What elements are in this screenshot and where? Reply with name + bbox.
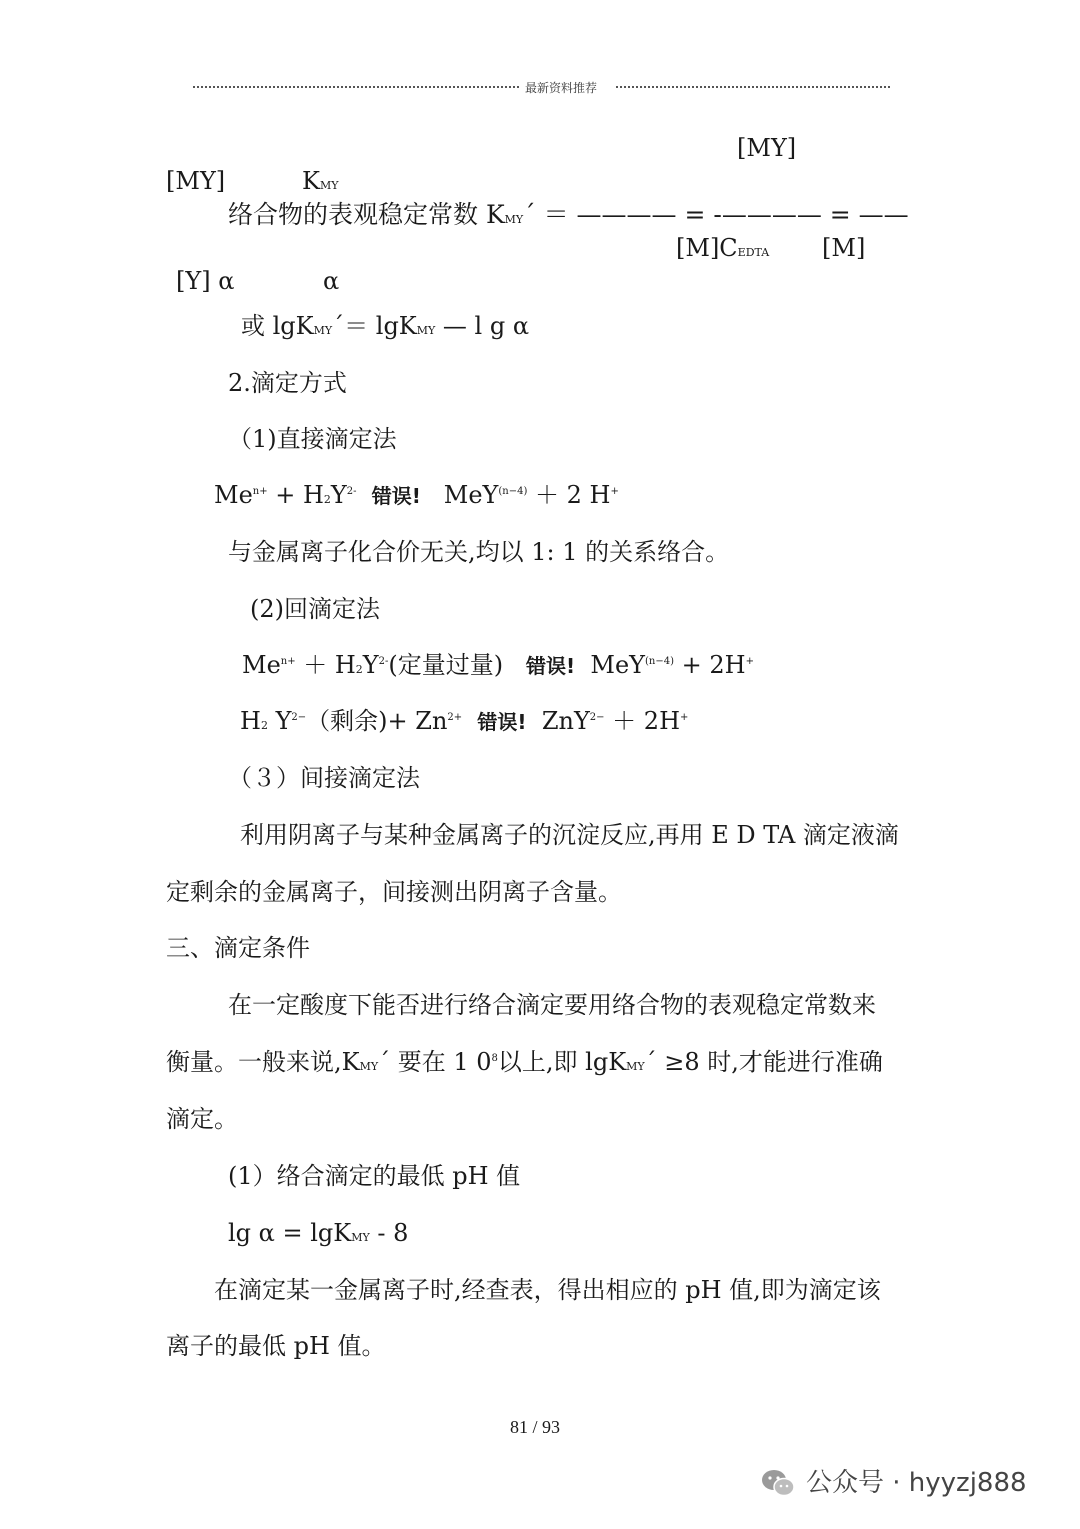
min-ph-equation: lg α = lgKMY - 8 [228,1219,409,1247]
formula-denominator-m: [M] [822,234,866,262]
wechat-icon [760,1468,796,1498]
back-titration-reaction-2: H2 $Y^{2-}$（剩余)+ $Zn^{2+}$ 错误! ZnY$^{2-}$ ＋ 2H+ [240,707,689,735]
error-marker: 错误! [371,484,421,508]
direct-titration-note: 与金属离子化合价无关,均以 1: 1 的关系络合。 [228,538,730,566]
indirect-paragraph-line-1: 利用阴离子与某种金属离子的沉淀反应,再用 E D TA 滴定液滴 [240,821,899,849]
direct-titration-reaction: $Me^{n+} + H2Y^{2-}$ 错误! MeY$^{(n-4)}$ ＋ 2 H+ [214,481,619,509]
header-rule-right [616,86,890,88]
section-3-paragraph-line-3: 滴定。 [166,1105,238,1133]
formula-k-top: KMY [302,167,339,195]
header-title: 最新资料推荐 [525,81,598,95]
formula-numerator-left: [MY] [166,167,226,195]
back-titration-title: (2)回滴定法 [250,595,380,623]
formula-denominator-alpha: α [323,267,340,295]
watermark-text: 公众号 · hyyzj888 [806,1468,1027,1498]
min-ph-paragraph-line-1: 在滴定某一金属离子时,经查表，得出相应的 pH 值,即为滴定该 [214,1276,881,1304]
back-titration-reaction-1: $Me^{n+} + H2Y^{2-}$(定量过量) 错误! MeY$^{(n-4)}$ + 2H+ [242,651,754,679]
section-2-title: 2.滴定方式 [228,369,347,397]
formula-denominator-mc: [M]CEDTA [676,234,770,262]
header-rule-left [193,86,519,88]
direct-titration-title: （1)直接滴定法 [228,425,397,453]
min-ph-title: (1）络合滴定的最低 pH 值 [228,1162,521,1190]
error-marker: 错误! [477,710,527,734]
formula-denominator-y: [Y] α [176,267,235,295]
section-3-paragraph-line-2: 衡量。一般来说,KMY´ 要在 1 $0^8$以上,即 lgKMY´ ≥8 时,才能进行准确 [166,1048,883,1076]
section-3-title: 三、滴定条件 [166,934,310,962]
min-ph-paragraph-line-2: 离子的最低 pH 值。 [166,1332,386,1360]
page-number: 81 / 93 [510,1417,561,1437]
formula-lg-line: 或 lgKMY´＝ lgKMY — l g α [241,312,530,340]
indirect-paragraph-line-2: 定剩余的金属离子，间接测出阴离子含量。 [166,878,622,906]
formula-numerator-right: [MY] [737,134,797,162]
indirect-titration-title: （３）间接滴定法 [228,764,420,792]
formula-main-line: 络合物的表观稳定常数 KMY´ ＝ ———— = -———— = —— [228,200,909,229]
section-3-paragraph-line-1: 在一定酸度下能否进行络合滴定要用络合物的表观稳定常数来 [228,991,876,1019]
error-marker: 错误! [526,654,576,678]
